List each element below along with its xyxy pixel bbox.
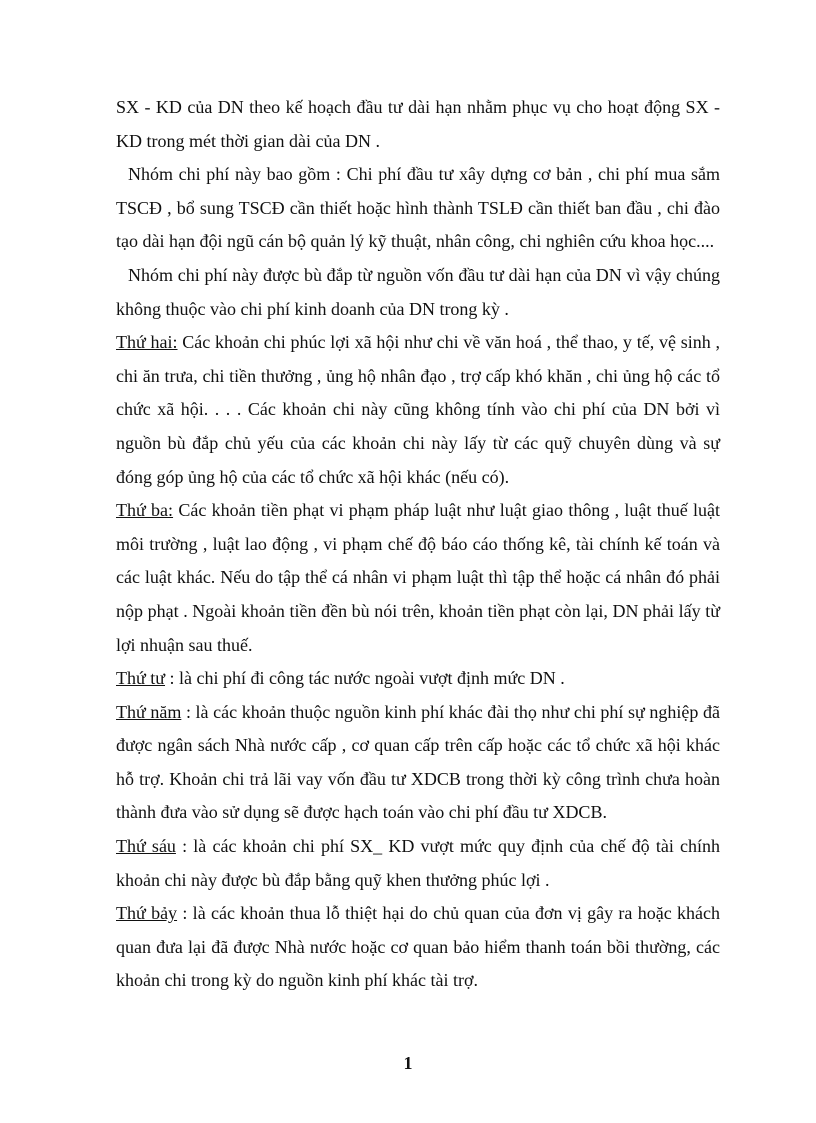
document-body bbox=[116, 91, 720, 998]
label-thu-hai: Thứ hai: bbox=[116, 332, 178, 353]
label-thu-sau: Thứ sáu bbox=[116, 836, 176, 857]
label-thu-tu: Thứ tư bbox=[116, 668, 166, 689]
paragraph-thu-ba bbox=[116, 494, 720, 662]
text-thu-ba: Các khoản tiền phạt vi phạm pháp luật như luật giao thông , luật thuế luật môi trường , luật lao động , vi phạm chế độ báo cáo thống kê, tài chính kế toán và các luật khác. Nếu do tập thể cá nhân vi phạm luật thì tập thể hoặc cá nhân đó phải nộp phạt . Ngoài khoản tiền đền bù nói trên, khoản tiền phạt còn lại, DN phải lấy từ lợi nhuận sau thuế. bbox=[116, 500, 720, 655]
text-thu-sau: : là các khoản chi phí SX_ KD vượt mức quy định của chế độ tài chính khoản chi này được bù đắp bằng quỹ khen thưởng phúc lợi . bbox=[116, 836, 720, 890]
paragraph-thu-bay bbox=[116, 897, 720, 998]
paragraph-thu-sau bbox=[116, 830, 720, 897]
text-thu-hai: Các khoản chi phúc lợi xã hội như chi về văn hoá , thể thao, y tế, vệ sinh , chi ăn trưa, chi tiền thưởng , ủng hộ nhân đạo , trợ cấp khó khăn , chi ủng hộ các tổ chức xã hội. . . . Các khoản chi này cũng không tính vào chi phí của DN bởi vì nguồn bù đắp chủ yếu của các khoản chi này lấy từ các quỹ chuyên dùng và sự đóng góp ủng hộ của các tổ chức xã hội khác (nếu có). bbox=[116, 332, 720, 487]
label-thu-nam: Thứ năm bbox=[116, 701, 182, 722]
paragraph-1: SX - KD của DN theo kế hoạch đầu tư dài hạn nhằm phục vụ cho hoạt động SX - KD trong mét thời gian dài của DN . bbox=[116, 97, 720, 151]
page-number: 1 bbox=[403, 1053, 413, 1073]
paragraph-2: Nhóm chi phí này bao gồm : Chi phí đầu tư xây dựng cơ bản , chi phí mua sắm TSCĐ , bổ sung TSCĐ cần thiết hoặc hình thành TSLĐ cần thiết ban đầu , chi đào tạo dài hạn đội ngũ cán bộ quản lý kỹ thuật, nhân công, chi nghiên cứu khoa học.... bbox=[116, 164, 720, 252]
text-thu-bay: : là các khoản thua lỗ thiệt hại do chủ quan của đơn vị gây ra hoặc khách quan đưa lại đã được Nhà nước hoặc cơ quan bảo hiểm thanh toán bồi thường, các khoản chi trong kỳ do nguồn kinh phí khác tài trợ. bbox=[116, 903, 721, 991]
paragraph-thu-nam bbox=[116, 696, 720, 830]
label-thu-ba: Thứ ba: bbox=[116, 500, 174, 521]
paragraph-3: Nhóm chi phí này được bù đắp từ nguồn vốn đầu tư dài hạn của DN vì vậy chúng không thuộc vào chi phí kinh doanh của DN trong kỳ . bbox=[116, 264, 720, 319]
paragraph-thu-tu bbox=[116, 662, 720, 696]
text-thu-nam: : là các khoản thuộc nguồn kinh phí khác đài thọ như chi phí sự nghiệp đã được ngân sách Nhà nước cấp , cơ quan cấp trên cấp hoặc các tổ chức xã hội khác hỗ trợ. Khoản chi trả lãi vay vốn đầu tư XDCB trong thời kỳ công trình chưa hoàn thành đưa vào sử dụng sẽ được hạch toán vào chi phí đầu tư XDCB. bbox=[116, 701, 720, 823]
text-thu-tu: : là chi phí đi công tác nước ngoài vượt định mức DN . bbox=[165, 668, 565, 689]
label-thu-bay: Thứ bảy bbox=[116, 903, 178, 924]
paragraph-thu-hai bbox=[116, 326, 720, 494]
